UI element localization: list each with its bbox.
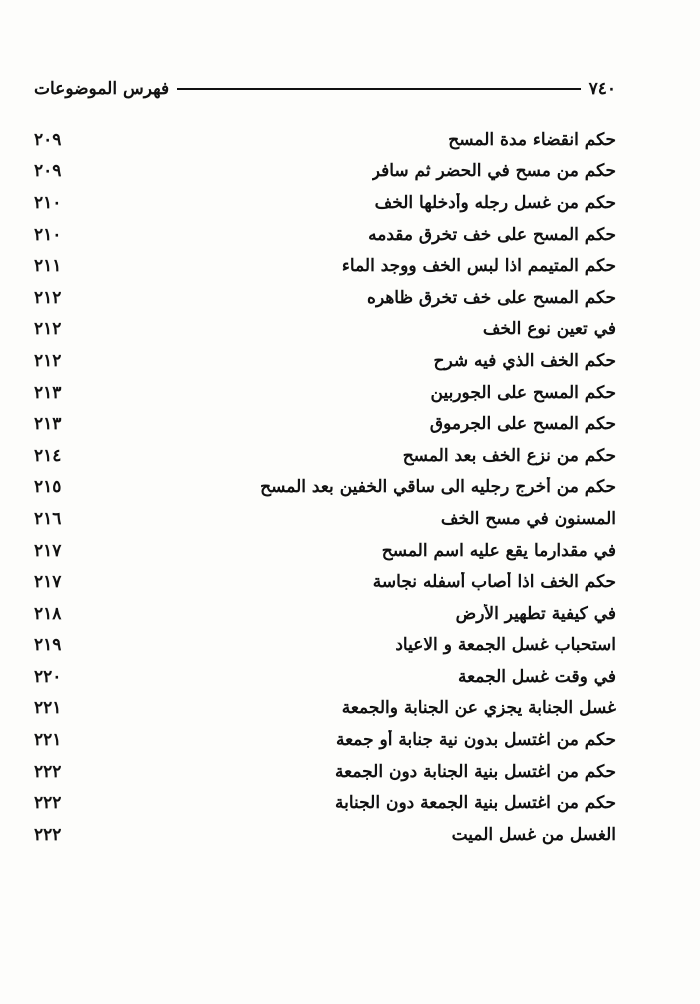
toc-entry bbox=[34, 630, 616, 662]
page-number: ٧٤٠ bbox=[588, 79, 616, 99]
toc-entry bbox=[34, 219, 616, 251]
toc-entry-title: حكم الخف الذي فيه شرح bbox=[433, 350, 616, 371]
toc-entry bbox=[34, 724, 616, 756]
toc-entry bbox=[34, 282, 616, 314]
toc-entry bbox=[34, 819, 616, 851]
toc-entry-page-number: ٢٢٠ bbox=[34, 666, 62, 687]
toc-entry-page-number: ٢١٢ bbox=[34, 350, 62, 371]
toc-entry-page-number: ٢١٧ bbox=[34, 572, 62, 593]
toc-entry-title: حكم المسح على الجرموق bbox=[429, 414, 616, 435]
toc-entry-page-number: ٢٠٩ bbox=[34, 129, 62, 150]
toc-entry bbox=[34, 314, 616, 346]
toc-entry bbox=[34, 377, 616, 409]
toc-entry-title: المسنون في مسح الخف bbox=[440, 508, 616, 529]
toc-entry-title: حكم المسح على الجوربين bbox=[430, 382, 616, 403]
toc-entry-page-number: ٢٢٢ bbox=[34, 824, 62, 845]
toc-entry-page-number: ٢٢١ bbox=[34, 698, 62, 719]
toc-entry bbox=[34, 756, 616, 788]
toc-entry-title: حكم المسح على خف تخرق ظاهره bbox=[367, 287, 616, 308]
toc-entry-title: حكم المسح على خف تخرق مقدمه bbox=[368, 224, 616, 245]
toc-entry-title: حكم من مسح في الحضر ثم سافر bbox=[371, 161, 616, 182]
toc-entry-title: حكم انقضاء مدة المسح bbox=[448, 129, 616, 150]
toc-entry-page-number: ٢١٢ bbox=[34, 319, 62, 340]
toc-entry-page-number: ٢١٦ bbox=[34, 508, 62, 529]
toc-entry-page-number: ٢٢٢ bbox=[34, 793, 62, 814]
toc-entry-page-number: ٢٢١ bbox=[34, 730, 62, 751]
toc-entry bbox=[34, 598, 616, 630]
toc-entry-title: الغسل من غسل الميت bbox=[451, 824, 616, 845]
toc-entry-title: في مقدارما يقع عليه اسم المسح bbox=[381, 540, 616, 561]
toc-entry bbox=[34, 440, 616, 472]
toc-entry bbox=[34, 661, 616, 693]
toc-entry-title: حكم من اغتسل بنية الجمعة دون الجنابة bbox=[335, 793, 616, 814]
toc-entry-title: حكم المتيمم اذا لبس الخف ووجد الماء bbox=[341, 256, 616, 277]
toc-entry bbox=[34, 250, 616, 282]
toc-entry bbox=[34, 156, 616, 188]
toc-entry-title: حكم من اغتسل بدون نية جنابة أو جمعة bbox=[335, 730, 616, 751]
toc-entry-page-number: ٢١٠ bbox=[34, 224, 62, 245]
toc-entry-page-number: ٢١٨ bbox=[34, 603, 62, 624]
toc-entry-page-number: ٢١٣ bbox=[34, 382, 62, 403]
toc-entry-title: في وقت غسل الجمعة bbox=[457, 666, 616, 687]
toc-entry bbox=[34, 472, 616, 504]
toc-entry bbox=[34, 535, 616, 567]
toc-entry-page-number: ٢١٥ bbox=[34, 477, 62, 498]
toc-entry-title: في كيفية تطهير الأرض bbox=[455, 603, 616, 624]
toc-entry bbox=[34, 503, 616, 535]
toc-entry-page-number: ٢١٤ bbox=[34, 445, 62, 466]
toc-entry-title: حكم من غسل رجله وأدخلها الخف bbox=[374, 192, 616, 213]
toc-entry-title: حكم من نزع الخف بعد المسح bbox=[402, 445, 616, 466]
toc-entry bbox=[34, 345, 616, 377]
toc-entry-title: في تعين نوع الخف bbox=[482, 319, 616, 340]
toc-entry-title: حكم الخف اذا أصاب أسفله نجاسة bbox=[372, 572, 616, 593]
toc-entry bbox=[34, 693, 616, 725]
toc-entry-page-number: ٢١٣ bbox=[34, 414, 62, 435]
toc-entry bbox=[34, 566, 616, 598]
header-title: فهرس الموضوعات bbox=[34, 79, 170, 99]
toc-entry-page-number: ٢٠٩ bbox=[34, 161, 62, 182]
header-rule bbox=[177, 88, 581, 90]
toc-entry-title: غسل الجنابة يجزي عن الجنابة والجمعة bbox=[341, 698, 616, 719]
toc-entry bbox=[34, 787, 616, 819]
toc-entry-page-number: ٢١٢ bbox=[34, 287, 62, 308]
toc-entry bbox=[34, 124, 616, 156]
toc-entry bbox=[34, 187, 616, 219]
toc-entry-page-number: ٢١٧ bbox=[34, 540, 62, 561]
toc-entry-title: حكم من أخرج رجليه الى ساقي الخفين بعد المسح bbox=[260, 477, 616, 498]
toc-entry-page-number: ٢١٠ bbox=[34, 192, 62, 213]
toc-entry-page-number: ٢١١ bbox=[34, 256, 62, 277]
toc-entry-title: حكم من اغتسل بنية الجنابة دون الجمعة bbox=[335, 761, 616, 782]
toc-entry-title: استحباب غسل الجمعة و الاعياد bbox=[395, 635, 616, 656]
toc-entry-page-number: ٢١٩ bbox=[34, 635, 62, 656]
toc-entry-page-number: ٢٢٢ bbox=[34, 761, 62, 782]
page-header bbox=[34, 76, 616, 102]
table-of-contents bbox=[34, 124, 616, 851]
toc-entry bbox=[34, 408, 616, 440]
